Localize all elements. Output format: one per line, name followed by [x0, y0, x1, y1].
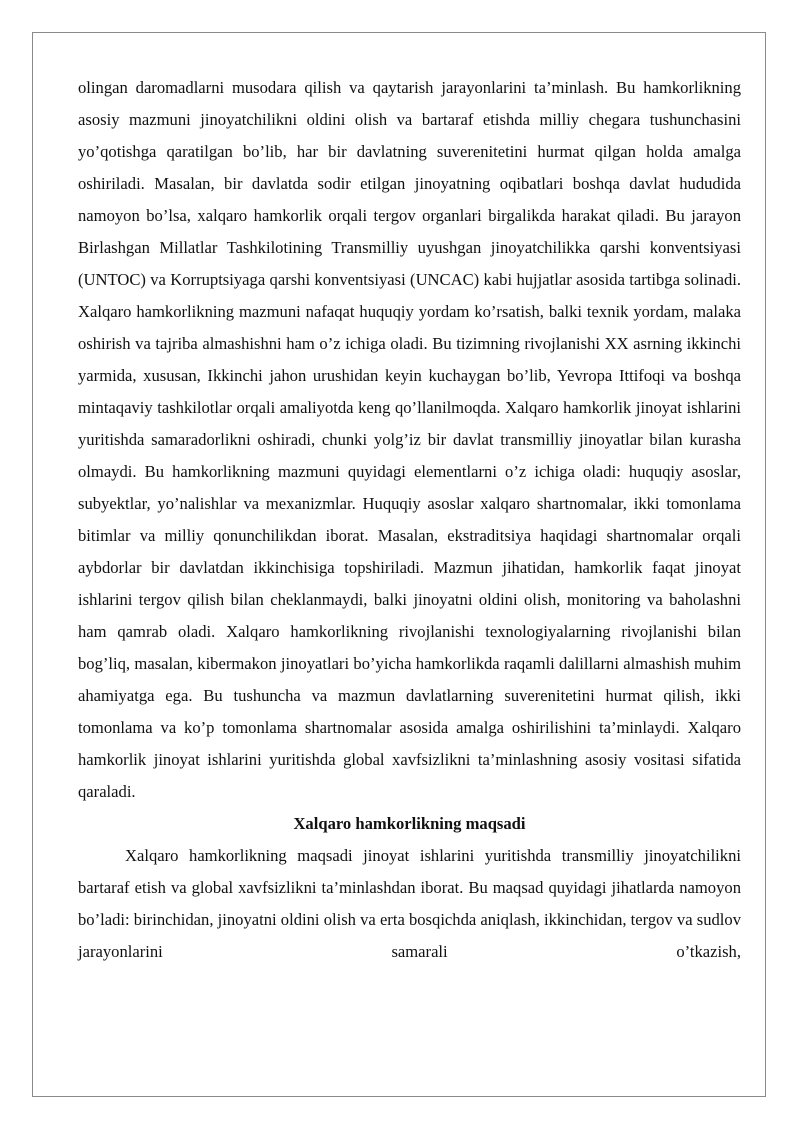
section-heading: Xalqaro hamkorlikning maqsadi: [293, 814, 526, 833]
document-body: [78, 72, 741, 968]
body-paragraph: olingan daromadlarni musodara qilish va qaytarish jarayonlarini ta’minlash. Bu hamkorlikning asosiy mazmuni jinoyatchilikni oldini olish va bartaraf etishda milliy chegara tushunchasini yo’qotishga qaratilgan bo’lib, har bir davlatning suverenitetini hurmat qilgan holda amalga oshiriladi. Masalan, bir davlatda sodir etilgan jinoyatning oqibatlari boshqa davlat hududida namoyon bo’lsa, xalqaro hamkorlik orqali tergov organlari birgalikda harakat qiladi. Bu jarayon Birlashgan Millatlar Tashkilotining Transmilliy uyushgan jinoyatchilikka qarshi konventsiyasi (UNTOC) va Korruptsiyaga qarshi konventsiyasi (UNCAC) kabi hujjatlar asosida tartibga solinadi. Xalqaro hamkorlikning mazmuni nafaqat huquqiy yordam ko’rsatish, balki texnik yordam, malaka oshirish va tajriba almashishni ham o’z ichiga oladi. Bu tizimning rivojlanishi XX asrning ikkinchi yarmida, xususan, Ikkinchi jahon urushidan keyin kuchaygan bo’lib, Yevropa Ittifoqi va boshqa mintaqaviy tashkilotlar orqali amaliyotda keng qo’llanilmoqda. Xalqaro hamkorlik jinoyat ishlarini yuritishda samaradorlikni oshiradi, chunki yolg’iz bir davlat transmilliy jinoyatlar bilan kurasha olmaydi. Bu hamkorlikning mazmuni quyidagi elementlarni o’z ichiga oladi: huquqiy asoslar, subyektlar, yo’nalishlar va mexanizmlar. Huquqiy asoslar xalqaro shartnomalar, ikki tomonlama bitimlar va milliy qonunchilikdan iborat. Masalan, ekstraditsiya haqidagi shartnomalar orqali aybdorlar bir davlatdan ikkinchisiga topshiriladi. Mazmun jihatidan, hamkorlik faqat jinoyat ishlarini tergov qilish bilan cheklanmaydi, balki jinoyatni oldini olish, monitoring va baholashni ham qamrab oladi. Xalqaro hamkorlikning rivojlanishi texnologiyalarning rivojlanishi bilan bog’liq, masalan, kibermakon jinoyatlari bo’yicha hamkorlikda raqamli dalillarni almashish muhim ahamiyatga ega. Bu tushuncha va mazmun davlatlarning suverenitetini hurmat qilish, ikki tomonlama va ko’p tomonlama shartnomalar asosida amalga oshirilishini ta’minlaydi. Xalqaro hamkorlik jinoyat ishlarini yuritishda global xavfsizlikni ta’minlashning asosiy vositasi sifatida qaraladi.: [78, 78, 741, 801]
body-paragraph: Xalqaro hamkorlikning maqsadi jinoyat ishlarini yuritishda transmilliy jinoyatchilikni bartaraf etish va global xavfsizlikni ta’minlashdan iborat. Bu maqsad quyidagi jihatlarda namoyon bo’ladi: birinchidan, jinoyatni oldini olish va erta bosqichda aniqlash, ikkinchidan, tergov va sudlov jarayonlarini samarali o’tkazish,: [78, 846, 741, 961]
